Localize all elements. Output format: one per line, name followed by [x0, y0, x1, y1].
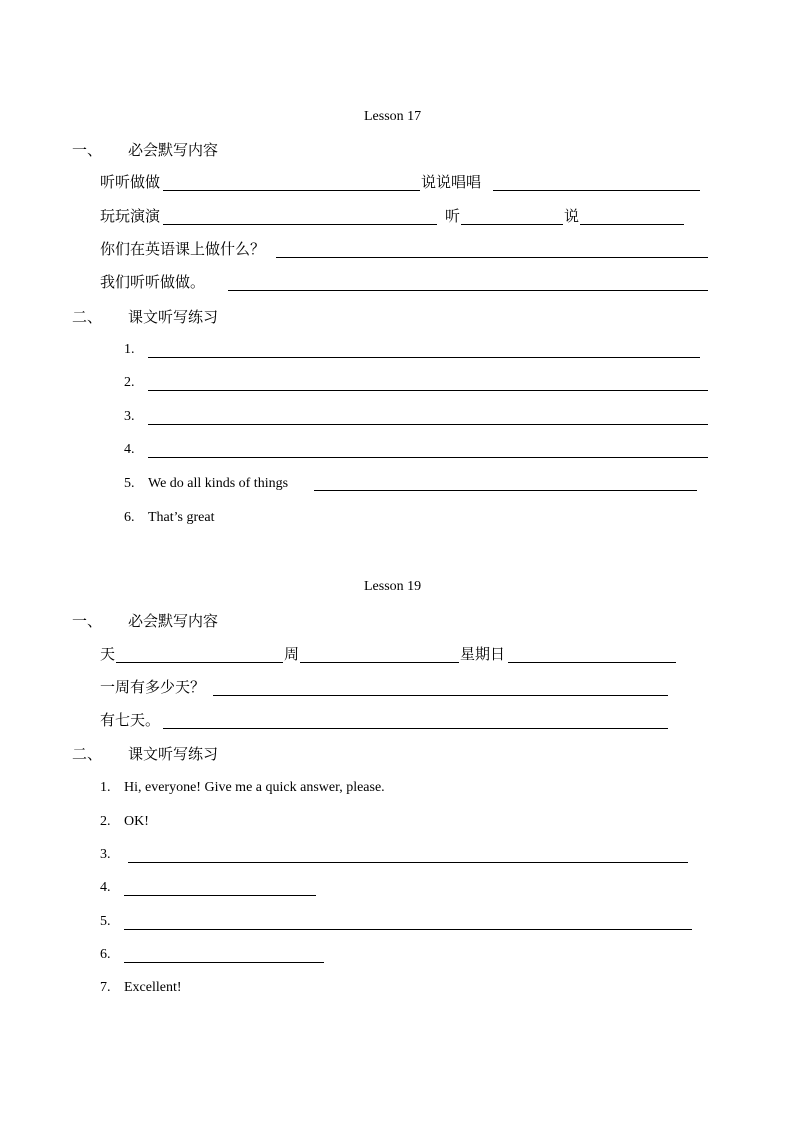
item-text: OK! [124, 814, 149, 829]
section2-number: 二、 [72, 745, 103, 763]
section2-heading: 课文听写练习 [128, 308, 219, 326]
answer-blank[interactable] [128, 862, 688, 863]
item-number: 6. [124, 510, 135, 525]
sentence-label: 有七天。 [100, 711, 161, 729]
answer-blank[interactable] [461, 224, 563, 225]
vocab-label: 玩玩演演 [100, 207, 161, 225]
answer-blank[interactable] [300, 662, 459, 663]
item-number: 4. [124, 442, 135, 457]
answer-blank[interactable] [276, 257, 708, 258]
vocab-label: 说 [564, 207, 580, 225]
answer-blank[interactable] [508, 662, 676, 663]
item-number: 7. [100, 980, 111, 995]
answer-blank[interactable] [314, 490, 697, 491]
vocab-label: 天 [100, 645, 116, 663]
vocab-label: 听 [445, 207, 461, 225]
answer-blank[interactable] [116, 662, 283, 663]
item-number: 4. [100, 880, 111, 895]
section1-number: 一、 [72, 141, 103, 159]
vocab-label: 说说唱唱 [421, 173, 482, 191]
item-number: 1. [100, 780, 111, 795]
vocab-label: 周 [284, 645, 300, 663]
section1-number: 一、 [72, 612, 103, 630]
answer-blank[interactable] [580, 224, 684, 225]
answer-blank[interactable] [163, 190, 420, 191]
item-number: 3. [124, 409, 135, 424]
sentence-label: 一周有多少天？ [100, 678, 206, 696]
section2-number: 二、 [72, 308, 103, 326]
answer-blank[interactable] [148, 357, 700, 358]
answer-blank[interactable] [148, 390, 708, 391]
item-text: Excellent! [124, 980, 182, 995]
sentence-label: 我们听听做做。 [100, 273, 206, 291]
item-number: 2. [124, 375, 135, 390]
lesson19-title: Lesson 19 [364, 579, 422, 594]
item-number: 3. [100, 847, 111, 862]
answer-blank[interactable] [213, 695, 668, 696]
item-number: 1. [124, 342, 135, 357]
section1-heading: 必会默写内容 [128, 141, 219, 159]
answer-blank[interactable] [163, 728, 668, 729]
item-text: That’s great [148, 510, 215, 525]
item-number: 6. [100, 947, 111, 962]
sentence-label: 你们在英语课上做什么？ [100, 240, 266, 258]
section1-heading: 必会默写内容 [128, 612, 219, 630]
answer-blank[interactable] [124, 962, 324, 963]
answer-blank[interactable] [124, 929, 692, 930]
item-text: Hi, everyone! Give me a quick answer, please. [124, 780, 385, 795]
lesson17-title: Lesson 17 [364, 109, 422, 124]
answer-blank[interactable] [163, 224, 437, 225]
item-number: 5. [124, 476, 135, 491]
item-number: 2. [100, 814, 111, 829]
answer-blank[interactable] [148, 424, 708, 425]
item-text: We do all kinds of things [148, 476, 289, 491]
item-number: 5. [100, 914, 111, 929]
vocab-label: 听听做做 [100, 173, 161, 191]
answer-blank[interactable] [228, 290, 708, 291]
vocab-label: 星期日 [460, 645, 506, 663]
answer-blank[interactable] [493, 190, 700, 191]
section2-heading: 课文听写练习 [128, 745, 219, 763]
answer-blank[interactable] [124, 895, 316, 896]
answer-blank[interactable] [148, 457, 708, 458]
